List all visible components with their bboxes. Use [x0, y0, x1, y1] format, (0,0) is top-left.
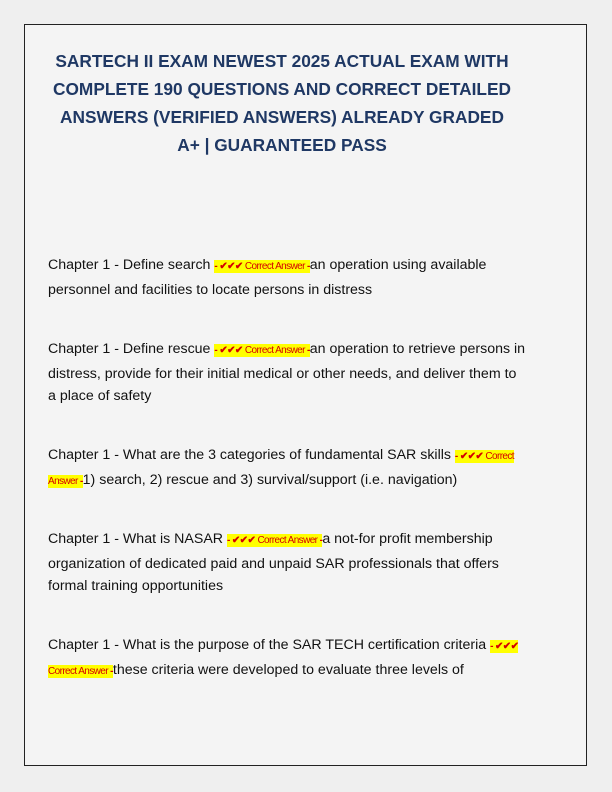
answer-text: 1) search, 2) rescue and 3) survival/support (i.e. navigation) — [82, 471, 458, 488]
checkmark-icon: ✔✔✔ — [231, 535, 256, 546]
question-text: Chapter 1 - Define search — [48, 257, 215, 273]
question-text: Chapter 1 - What are the 3 categories of fundamental SAR skills — [48, 447, 455, 463]
qa-item-3 — [48, 444, 528, 493]
answer-text: a not-for profit membership organization of dedicated paid and unpaid SAR professionals that offers formal training opportunities — [48, 531, 499, 594]
answer-text: an operation using available personnel and facilities to locate persons in distress — [48, 257, 487, 298]
checkmark-icon: ✔✔✔ — [495, 641, 519, 652]
question-text: Chapter 1 - What is NASAR — [48, 531, 227, 547]
qa-item-1 — [48, 254, 528, 301]
qa-item-2 — [48, 338, 528, 408]
checkmark-icon: ✔✔✔ — [219, 345, 243, 356]
document-title: SARTECH II EXAM NEWEST 2025 ACTUAL EXAM WITH COMPLETE 190 QUESTIONS AND CORRECT DETAILED ANSWERS (VERIFIED ANSWERS) ALREADY GRADED A+ | GUARANTEED PASS — [53, 51, 511, 155]
checkmark-icon: ✔✔✔ — [459, 451, 484, 462]
answer-text: an operation to retrieve persons in distress, provide for their initial medical or other needs, and deliver them to a place of safety — [48, 341, 526, 404]
correct-answer-marker: - ✔✔✔ Correct Answer - — [214, 261, 310, 272]
answer-text: these criteria were developed to evaluate three levels of — [112, 661, 464, 678]
question-text: Chapter 1 - What is the purpose of the SAR TECH certification criteria — [48, 637, 491, 653]
correct-answer-marker: - ✔✔✔ Correct Answer - — [48, 641, 519, 677]
qa-item-4 — [48, 528, 528, 598]
qa-item-5 — [48, 634, 528, 683]
correct-answer-marker: - ✔✔✔ Correct Answer - — [226, 535, 323, 546]
correct-answer-marker: - ✔✔✔ Correct Answer - — [48, 451, 514, 487]
checkmark-icon: ✔✔✔ — [219, 261, 243, 272]
correct-answer-marker: - ✔✔✔ Correct Answer - — [214, 345, 310, 356]
question-text: Chapter 1 - Define rescue — [48, 341, 215, 357]
